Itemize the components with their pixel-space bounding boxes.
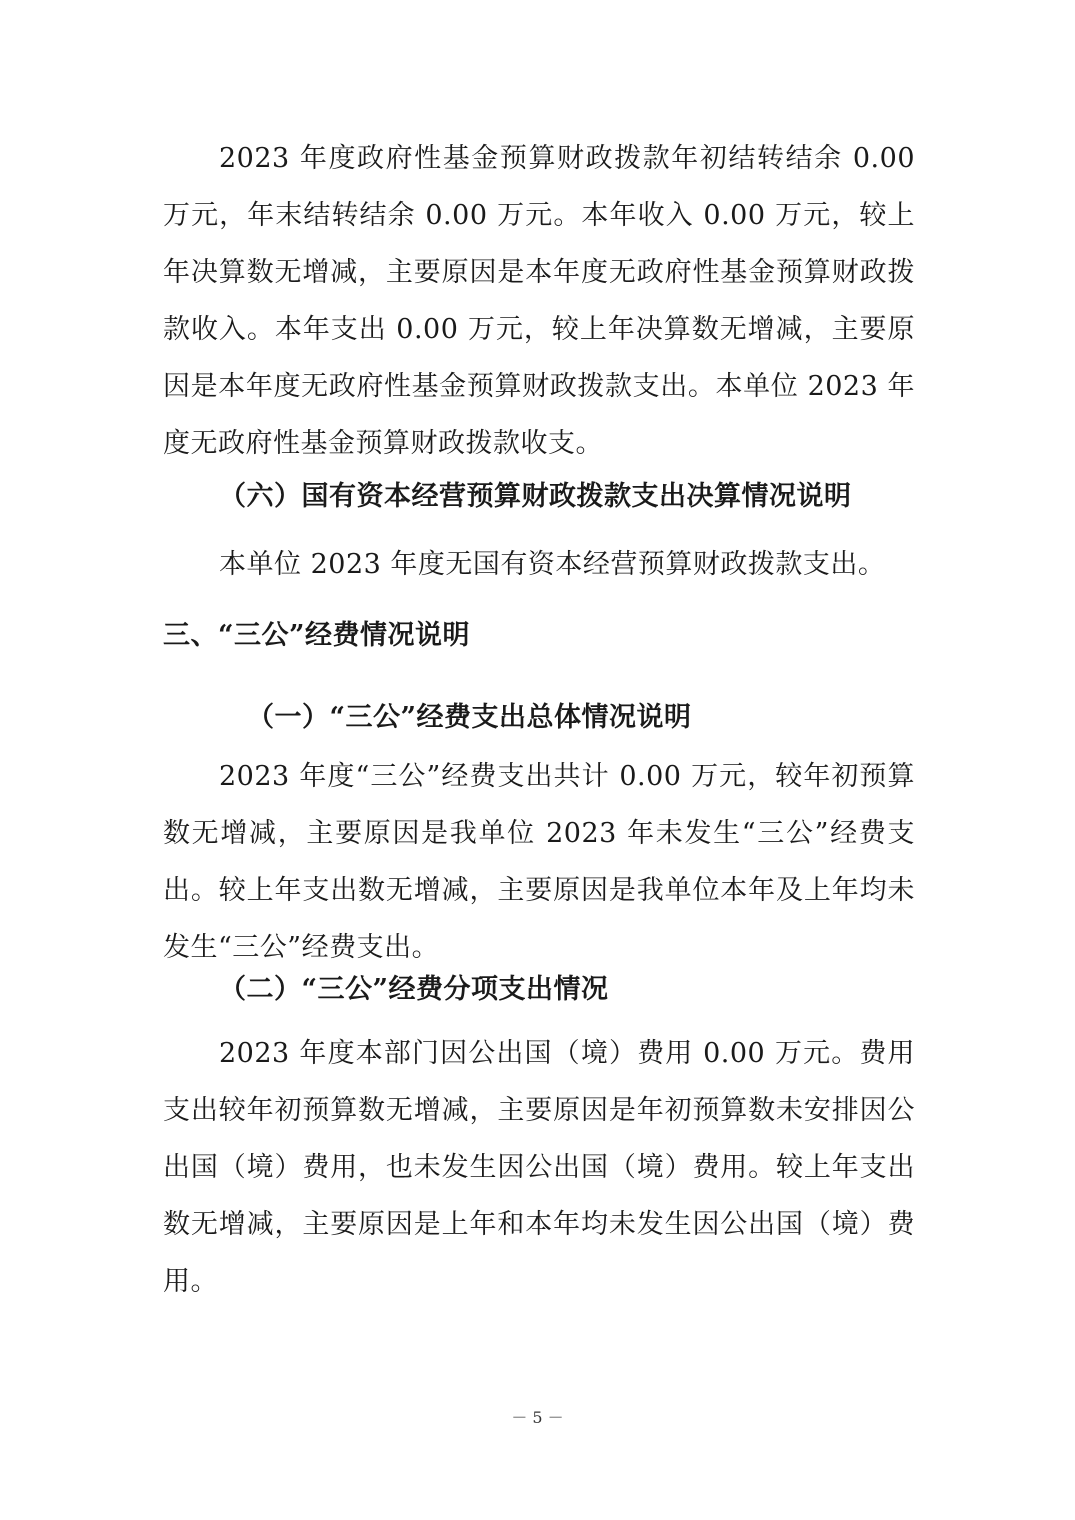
abroad-expense-paragraph: 2023 年度本部门因公出国（境）费用 0.00 万元。费用支出较年初预算数无增减，主要原因是年初预算数未安排因公出国（境）费用，也未发生因公出国（境）费用。较上年支出数无增减，主要原因是上年和本年均未发生因公出国（境）费用。 bbox=[163, 1038, 915, 1297]
part-3-heading: 三、“三公”经费情况说明 bbox=[163, 620, 471, 651]
three-public-total-paragraph: 2023 年度“三公”经费支出共计 0.00 万元，较年初预算数无增减，主要原因是我单位 2023 年未发生“三公”经费支出。较上年支出数无增减，主要原因是我单位本年及上年均未发生“三公”经费支出。 bbox=[163, 761, 915, 963]
section-6-heading: （六）国有资本经营预算财政拨款支出决算情况说明 bbox=[219, 481, 852, 512]
page-number: － 5 － bbox=[511, 1408, 564, 1427]
sub-1-heading: （一）“三公”经费支出总体情况说明 bbox=[247, 702, 692, 733]
state-capital-paragraph: 本单位 2023 年度无国有资本经营预算财政拨款支出。 bbox=[219, 549, 886, 580]
gov-fund-paragraph: 2023 年度政府性基金预算财政拨款年初结转结余 0.00 万元，年末结转结余 0.00 万元。本年收入 0.00 万元，较上年决算数无增减，主要原因是本年度无政府性基金预算财政拨款收入。本年支出 0.00 万元，较上年决算数无增减，主要原因是本年度无政府性基金预算财政拨款支出。本单位 2023 年度无政府性基金预算财政拨款收支。 bbox=[163, 143, 915, 459]
sub-2-heading: （二）“三公”经费分项支出情况 bbox=[219, 974, 609, 1005]
